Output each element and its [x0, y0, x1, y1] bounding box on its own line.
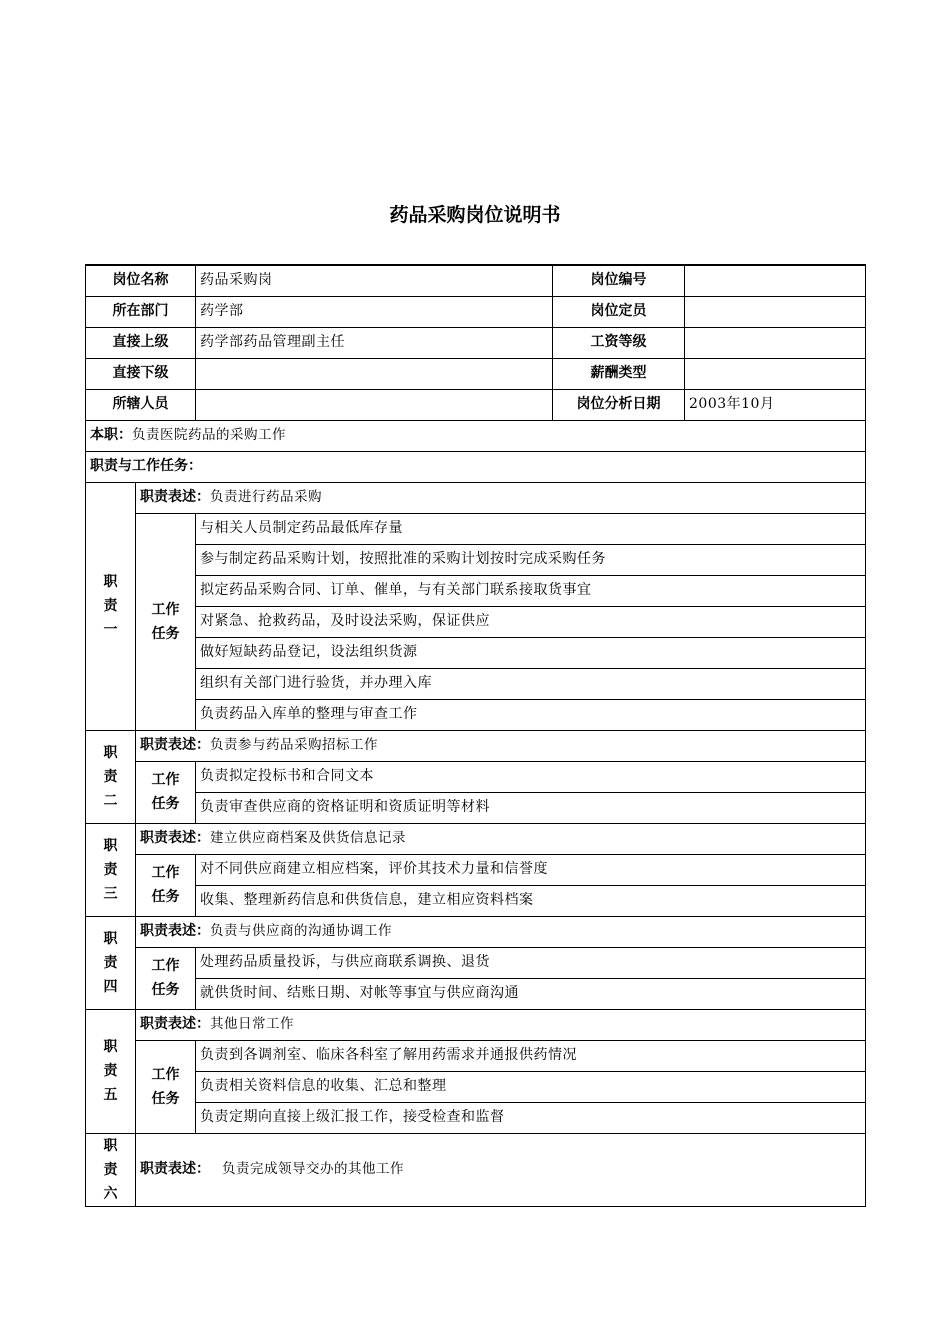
duty-label: [86, 1133, 136, 1206]
task-item: 负责定期向直接上级汇报工作，接受检查和监督: [196, 1102, 866, 1133]
duty-label-char: 职: [103, 930, 118, 947]
headcount-label: 岗位定员: [553, 296, 685, 327]
task-item: 做好短缺药品登记，设法组织货源: [196, 637, 866, 668]
task-row: [86, 544, 866, 575]
duty-label: [86, 916, 136, 1009]
task-item: 参与制定药品采购计划，按照批准的采购计划按时完成采购任务: [196, 544, 866, 575]
salary-grade-label: 工资等级: [553, 327, 685, 358]
task-label-line: 任务: [151, 625, 180, 642]
task-label-line: 任务: [151, 889, 180, 905]
duty-label-char: 职: [103, 1137, 118, 1154]
task-item: 拟定药品采购合同、订单、催单，与有关部门联系接取货事宜: [196, 575, 866, 606]
task-item: 与相关人员制定药品最低库存量: [196, 513, 866, 544]
main-duty-row: [86, 420, 866, 451]
duty-statement-label: 职责表述：: [140, 830, 210, 846]
duty-statement-row: [86, 916, 866, 947]
duty-statement-label: 职责表述：: [140, 737, 210, 753]
subordinate-value: [196, 358, 553, 389]
duty-label: [86, 482, 136, 730]
position-no-label: 岗位编号: [553, 265, 685, 296]
duty-statement-text: 建立供应商档案及供货信息记录: [210, 830, 406, 846]
duty-label-char: 职: [103, 1039, 118, 1055]
duty-label: [86, 730, 136, 823]
task-row: [86, 606, 866, 637]
duty-statement-row: [86, 730, 866, 761]
duty-label-char: 责: [103, 1161, 118, 1178]
duty-label-char: 四: [103, 978, 118, 995]
duty-statement: [136, 1009, 866, 1040]
duty-label-char: 责: [103, 954, 118, 971]
duty-statement-text: 负责完成领导交办的其他工作: [222, 1161, 404, 1177]
task-row: [86, 699, 866, 730]
task-label-line: 工作: [151, 772, 180, 788]
duty-statement-label: 职责表述：: [140, 1016, 210, 1032]
duty-label-char: 责: [103, 768, 118, 785]
task-item: 负责药品入库单的整理与审查工作: [196, 699, 866, 730]
duty-statement: [136, 916, 866, 947]
duties-heading: 职责与工作任务：: [86, 451, 866, 482]
duty-statement: [136, 730, 866, 761]
task-item: 对不同供应商建立相应档案，评价其技术力量和信誉度: [196, 854, 866, 885]
duty-label-char: 二: [103, 792, 118, 809]
pay-type-label: 薪酬类型: [553, 358, 685, 389]
duty-statement: [136, 482, 866, 513]
main-duty-label: 本职：: [90, 427, 132, 443]
task-row: [86, 761, 866, 792]
task-label-line: 工作: [151, 601, 180, 618]
duty-label: [86, 823, 136, 916]
task-label-line: 工作: [151, 865, 180, 881]
task-label-line: 工作: [151, 958, 180, 974]
duty-label-char: 一: [103, 622, 118, 638]
pay-type-value: [685, 358, 866, 389]
main-duty-text: 负责医院药品的采购工作: [132, 427, 286, 443]
headcount-value: [685, 296, 866, 327]
duty-label-char: 职: [103, 837, 118, 854]
task-label: [136, 1040, 196, 1133]
task-row: [86, 1102, 866, 1133]
duty-statement-text: 其他日常工作: [210, 1016, 294, 1032]
duty-statement: [136, 1133, 866, 1206]
task-item: 负责相关资料信息的收集、汇总和整理: [196, 1071, 866, 1102]
duty-label: [86, 1009, 136, 1133]
task-label-line: 任务: [151, 982, 180, 998]
position-name-value: 药品采购岗: [196, 265, 553, 296]
superior-value: 药学部药品管理副主任: [196, 327, 553, 358]
task-label: [136, 761, 196, 823]
task-item: 就供货时间、结账日期、对帐等事宜与供应商沟通: [196, 978, 866, 1009]
salary-grade-value: [685, 327, 866, 358]
duty-statement-label: 职责表述：: [140, 923, 210, 939]
duty-label-char: 责: [103, 598, 118, 614]
task-row: [86, 854, 866, 885]
task-label-line: 任务: [151, 796, 180, 812]
analysis-date-label: 岗位分析日期: [553, 389, 685, 420]
task-row: [86, 637, 866, 668]
task-row: [86, 885, 866, 916]
department-label: 所在部门: [86, 296, 196, 327]
position-no-value: [685, 265, 866, 296]
task-row: [86, 513, 866, 544]
staff-label: 所辖人员: [86, 389, 196, 420]
task-row: [86, 1071, 866, 1102]
duty-label-char: 责: [103, 1063, 118, 1079]
duty-label-char: 责: [103, 861, 118, 878]
task-row: [86, 668, 866, 699]
task-label: [136, 854, 196, 916]
task-row: [86, 575, 866, 606]
duty-statement-text: 负责与供应商的沟通协调工作: [210, 923, 392, 939]
task-row: [86, 1040, 866, 1071]
task-item: 负责到各调剂室、临床各科室了解用药需求并通报供药情况: [196, 1040, 866, 1071]
duty-statement-text: 负责参与药品采购招标工作: [210, 737, 378, 753]
duty-label-char: 六: [103, 1185, 118, 1202]
duty-statement-row: [86, 1009, 866, 1040]
duty-label-char: 三: [103, 885, 118, 902]
duty-statement-label: 职责表述：: [140, 489, 210, 505]
task-label: [136, 947, 196, 1009]
task-label-line: 任务: [151, 1090, 180, 1107]
task-row: [86, 947, 866, 978]
task-item: 收集、整理新药信息和供货信息，建立相应资料档案: [196, 885, 866, 916]
duty-statement-row: [86, 482, 866, 513]
staff-value: [196, 389, 553, 420]
duty-statement-text: 负责进行药品采购: [210, 489, 322, 505]
position-name-label: 岗位名称: [86, 265, 196, 296]
task-item: 负责审查供应商的资格证明和资质证明等材料: [196, 792, 866, 823]
task-item: 组织有关部门进行验货，并办理入库: [196, 668, 866, 699]
task-item: 对紧急、抢救药品，及时设法采购，保证供应: [196, 606, 866, 637]
superior-label: 直接上级: [86, 327, 196, 358]
subordinate-label: 直接下级: [86, 358, 196, 389]
duty-statement-row: [86, 823, 866, 854]
job-description-table: [85, 264, 866, 1207]
task-label: [136, 513, 196, 730]
duties-body: [86, 482, 866, 1206]
task-row: [86, 792, 866, 823]
duty-label-char: 五: [103, 1087, 118, 1103]
task-row: [86, 978, 866, 1009]
task-label-line: 工作: [151, 1066, 180, 1083]
duty-label-char: 职: [103, 574, 118, 590]
department-value: 药学部: [196, 296, 553, 327]
task-item: 处理药品质量投诉，与供应商联系调换、退货: [196, 947, 866, 978]
duty-statement-label: 职责表述：: [140, 1161, 210, 1177]
duty-label-char: 职: [103, 744, 118, 761]
document-title: 药品采购岗位说明书: [389, 204, 561, 226]
duty-statement: [136, 823, 866, 854]
analysis-date-value: 2003年10月: [685, 389, 866, 420]
duty-statement-row: [86, 1133, 866, 1206]
task-item: 负责拟定投标书和合同文本: [196, 761, 866, 792]
